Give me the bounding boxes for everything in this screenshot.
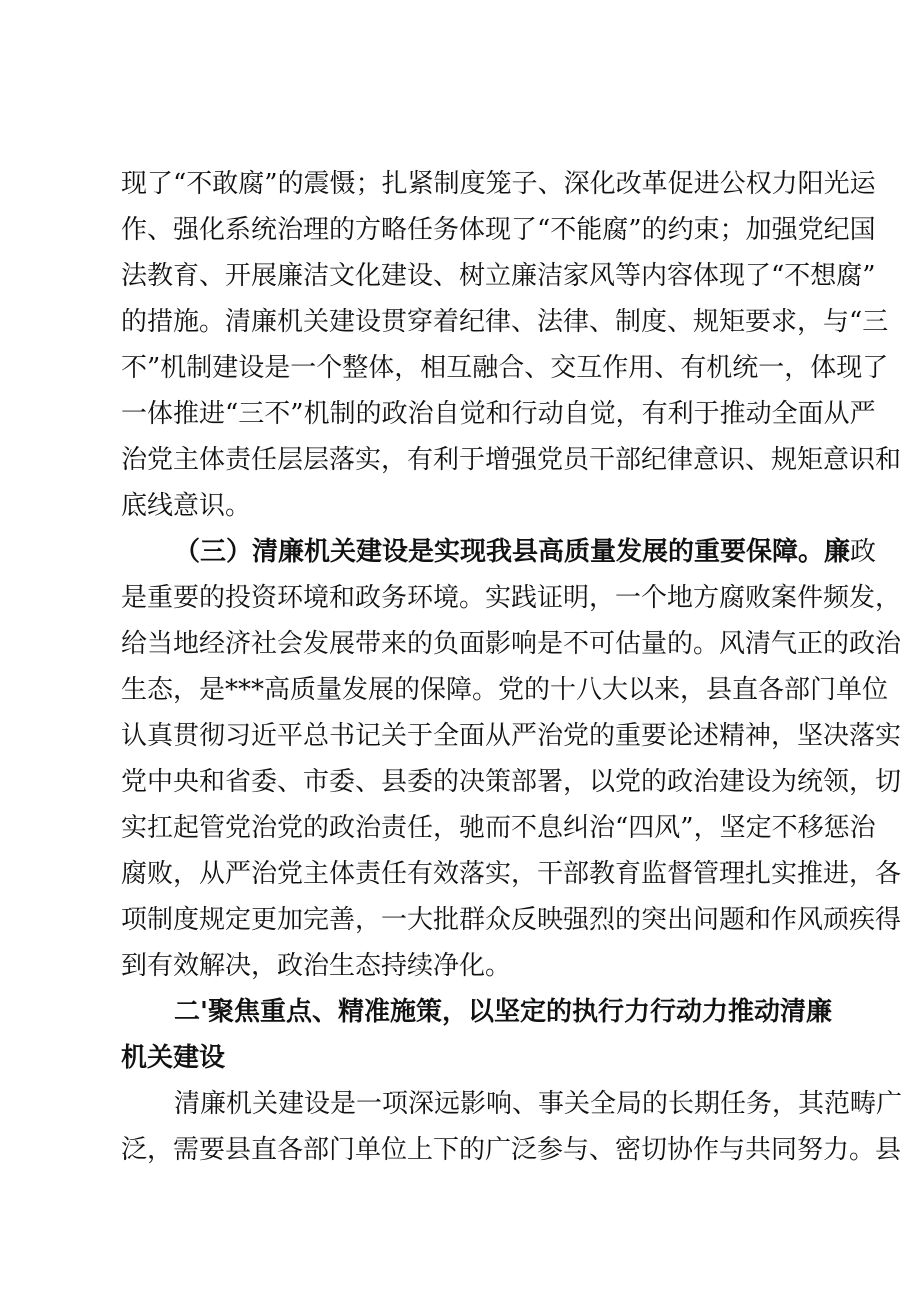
paragraph-line: 不”机制建设是一个整体，相互融合、交互作用、有机统一，体现了 (121, 353, 889, 383)
paragraph-line: 现了“不敢腐”的震慑；扎紧制度笼子、深化改革促进公权力阳光运 (121, 169, 876, 199)
subheading-text: （三）清廉机关建设是实现我县高质量发展的重要保障。廉 (174, 537, 851, 567)
paragraph-line: 是重要的投资环境和政务环境。实践证明，一个地方腐败案件频发， (121, 583, 902, 613)
paragraph-line: 认真贯彻习近平总书记关于全面从严治党的重要论述精神，坚决落实 (121, 721, 902, 751)
paragraph-line: 泛，需要县直各部门单位上下的广泛参与、密切协作与共同努力。县 (121, 1135, 902, 1165)
paragraph-line: 清廉机关建设是一项深远影响、事关全局的长期任务，其范畴广 (174, 1089, 903, 1119)
paragraph-line: 党中央和省委、市委、县委的决策部署，以党的政治建设为统领，切 (121, 767, 902, 797)
paragraph-line: 法教育、开展廉洁文化建设、树立廉洁家风等内容体现了“不想腐” (121, 261, 876, 291)
paragraph-line: 项制度规定更加完善，一大批群众反映强烈的突出问题和作风顽疾得 (121, 905, 902, 935)
paragraph-line: 治党主体责任层层落实，有利于增强党员干部纪律意识、规矩意识和 (121, 445, 902, 475)
paragraph-line: 作、强化系统治理的方略任务体现了“不能腐”的约束；加强党纪国 (121, 215, 876, 245)
subheading-tail: 政 (850, 537, 877, 567)
section-heading: 二'聚焦重点、精准施策，以坚定的执行力行动力推动清廉 (174, 997, 832, 1027)
paragraph-line: 底线意识。 (121, 491, 252, 521)
paragraph-line: 生态，是***高质量发展的保障。党的十八大以来，县直各部门单位 (121, 675, 889, 705)
paragraph-line: 腐败，从严治党主体责任有效落实，干部教育监督管理扎实推进，各 (121, 859, 902, 889)
paragraph-line: 一体推进“三不”机制的政治自觉和行动自觉，有利于推动全面从严 (121, 399, 876, 429)
paragraph-line: 给当地经济社会发展带来的负面影响是不可估量的。风清气正的政治 (121, 629, 902, 659)
paragraph-line: 实扛起管党治党的政治责任，驰而不息纠治“四风”，坚定不移惩治 (121, 813, 876, 843)
section-heading-continued: 机关建设 (121, 1043, 226, 1073)
paragraph-line: 到有效解决，政治生态持续净化。 (121, 951, 512, 981)
paragraph-line: 的措施。清廉机关建设贯穿着纪律、法律、制度、规矩要求，与“三 (121, 307, 889, 337)
subheading-line (174, 529, 877, 575)
